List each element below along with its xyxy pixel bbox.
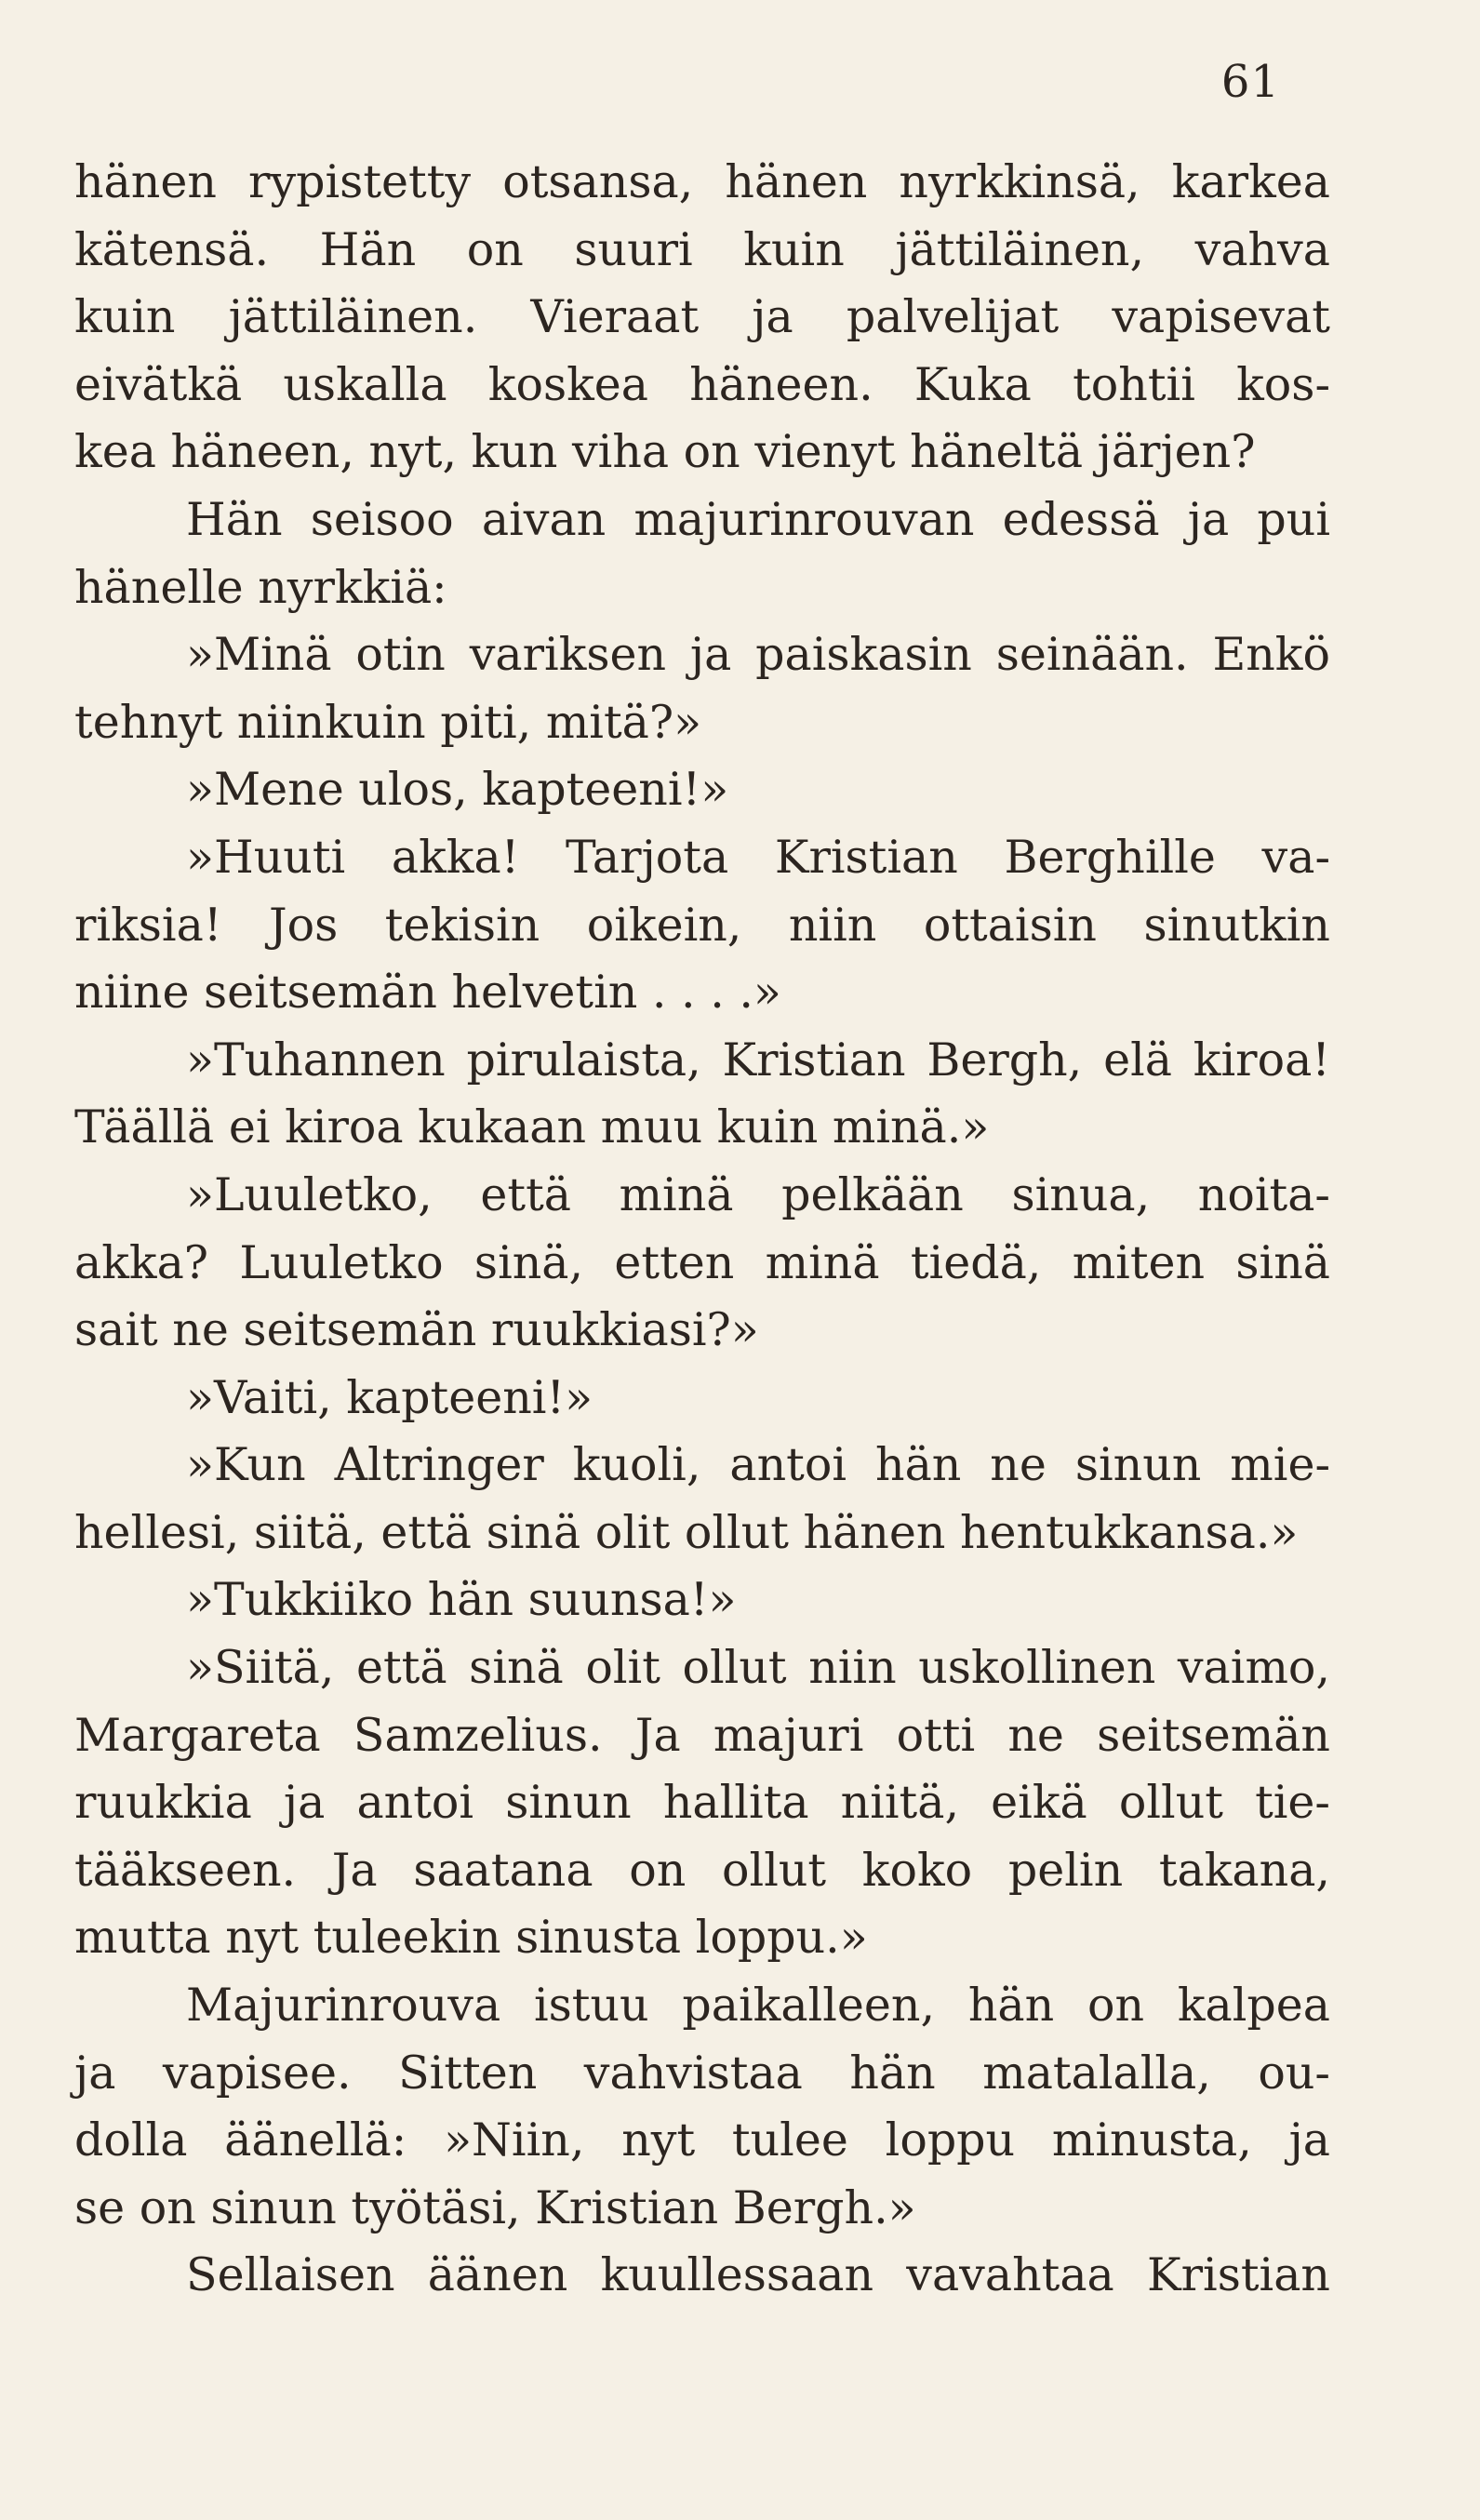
text-line: akka? Luuletko sinä, etten minä tiedä, miten sinä: [74, 1235, 1330, 1289]
text-line: »Luuletko, että minä pelkään sinua, noita-: [186, 1167, 1330, 1221]
text-line: hänelle nyrkkiä:: [74, 560, 447, 614]
text-line: Täällä ei kiroa kukaan muu kuin minä.»: [74, 1100, 990, 1154]
text-line: Hän seisoo aivan majurinrouvan edessä ja pui: [186, 492, 1330, 546]
text-line: »Vaiti, kapteeni!»: [186, 1370, 593, 1424]
text-line: mutta nyt tuleekin sinusta loppu.»: [74, 1911, 868, 1965]
text-line: »Tuhannen pirulaista, Kristian Bergh, elä kiroa!: [186, 1033, 1330, 1087]
text-line: »Tukkiiko hän suunsa!»: [186, 1573, 737, 1627]
text-line: hellesi, siitä, että sinä olit ollut hänen hentukkansa.»: [74, 1505, 1299, 1559]
page-number: 61: [1220, 56, 1280, 108]
text-line: ja vapisee. Sitten vahvistaa hän matalalla, ou-: [74, 2046, 1330, 2100]
text-line: se on sinun työtäsi, Kristian Bergh.»: [74, 2180, 916, 2234]
text-line: niine seitsemän helvetin . . . .»: [74, 966, 781, 1020]
text-line: dolla äänellä: »Niin, nyt tulee loppu minusta, ja: [74, 2113, 1330, 2167]
text-line: Margareta Samzelius. Ja majuri otti ne seitsemän: [74, 1708, 1330, 1762]
text-line: »Mene ulos, kapteeni!»: [186, 763, 729, 817]
text-line: »Kun Altringer kuoli, antoi hän ne sinun mie-: [186, 1438, 1330, 1492]
text-line: kuin jättiläinen. Vieraat ja palvelijat vapisevat: [74, 290, 1330, 344]
text-line: tehnyt niinkuin piti, mitä?»: [74, 695, 702, 749]
text-line: »Huuti akka! Tarjota Kristian Berghille va-: [186, 830, 1330, 884]
text-line: riksia! Jos tekisin oikein, niin ottaisin sinutkin: [74, 898, 1330, 952]
body-text: [74, 149, 1330, 2310]
text-line: »Siitä, että sinä olit ollut niin uskollinen vaimo,: [186, 1641, 1330, 1695]
text-line: »Minä otin variksen ja paiskasin seinään. Enkö: [186, 628, 1330, 682]
text-line: ruukkia ja antoi sinun hallita niitä, eikä ollut tie-: [74, 1776, 1330, 1830]
text-line: eivätkä uskalla koskea häneen. Kuka tohtii kos-: [74, 357, 1330, 411]
text-line: sait ne seitsemän ruukkiasi?»: [74, 1303, 759, 1357]
text-line: kätensä. Hän on suuri kuin jättiläinen, vahva: [74, 222, 1330, 276]
text-line: Sellaisen äänen kuullessaan vavahtaa Kristian: [186, 2248, 1330, 2302]
text-line: Majurinrouva istuu paikalleen, hän on kalpea: [186, 1979, 1330, 2033]
text-line: kea häneen, nyt, kun viha on vienyt häneltä järjen?: [74, 425, 1256, 479]
text-line: tääkseen. Ja saatana on ollut koko pelin takana,: [74, 1843, 1330, 1897]
text-line: hänen rypistetty otsansa, hänen nyrkkinsä, karkea: [74, 155, 1330, 208]
